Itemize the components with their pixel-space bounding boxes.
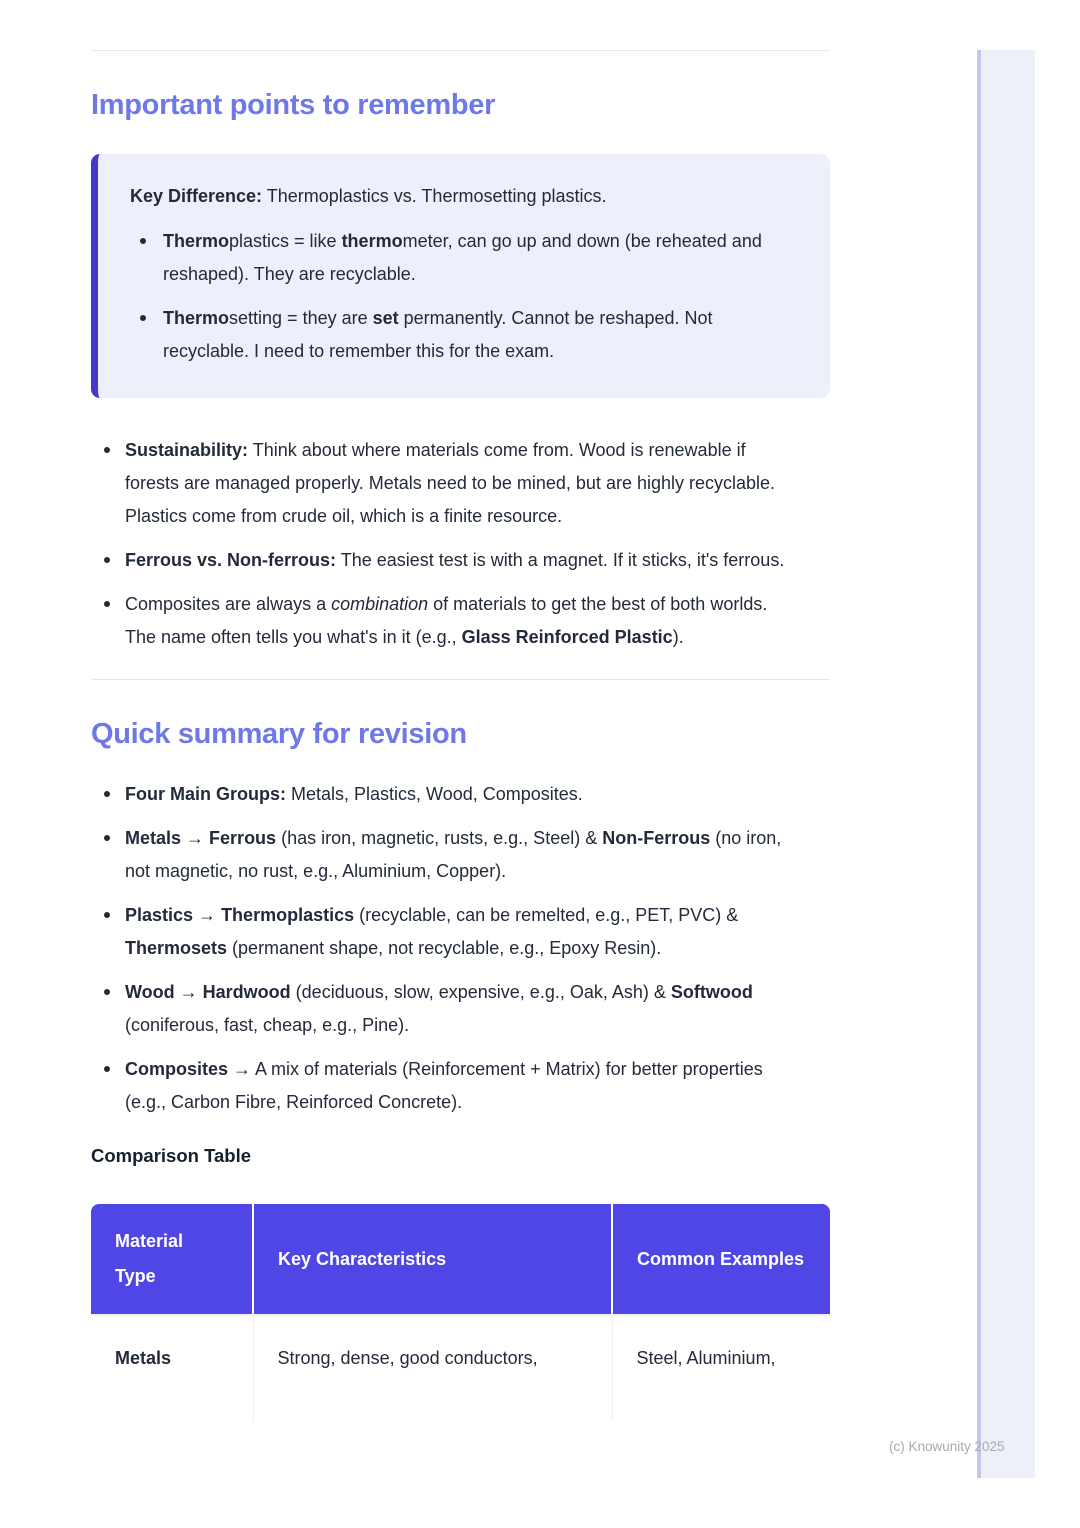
list-item: Thermosetting = they are set permanently. Cannot be reshaped. Not recyclable. I need to remember this for the exam. [130, 302, 800, 368]
list-item: Metals → Ferrous (has iron, magnetic, rusts, e.g., Steel) & Non-Ferrous (no iron, not magnetic, no rust, e.g., Aluminium, Copper). [91, 822, 791, 888]
list-item: Thermoplastics = like thermometer, can go up and down (be reheated and reshaped). They are recyclable. [130, 225, 800, 291]
key-difference-callout [91, 154, 830, 398]
important-points-list [91, 434, 791, 654]
list-item: Composites are always a combination of materials to get the best of both worlds. The name often tells you what's in it (e.g., Glass Reinforced Plastic). [91, 588, 791, 654]
table-cell-material-type: Metals [91, 1315, 253, 1421]
comparison-table-label: Comparison Table [91, 1145, 252, 1166]
table-header-material-type: Material Type [91, 1204, 253, 1315]
quick-summary-list [91, 778, 791, 1119]
table-header-row [91, 1204, 830, 1315]
list-item: Sustainability: Think about where materials come from. Wood is renewable if forests are managed properly. Metals need to be mined, but are highly recyclable. Plastics come from crude oil, which is a finite resource. [91, 434, 791, 533]
callout-intro-text: Key Difference: Thermoplastics vs. Thermosetting plastics. [130, 186, 607, 206]
list-item: Ferrous vs. Non-ferrous: The easiest test is with a magnet. If it sticks, it's ferrous. [91, 544, 791, 577]
page-content [91, 0, 830, 1421]
list-item: Wood → Hardwood (deciduous, slow, expensive, e.g., Oak, Ash) & Softwood (coniferous, fast, cheap, e.g., Pine). [91, 976, 791, 1042]
list-item: Composites → A mix of materials (Reinforcement + Matrix) for better properties (e.g., Carbon Fibre, Reinforced Concrete). [91, 1053, 791, 1119]
section-title-quick-summary: Quick summary for revision [91, 718, 467, 750]
watermark: (c) Knowunity 2025 [889, 1439, 1005, 1454]
table-cell-key-characteristics: Strong, dense, good conductors, [253, 1315, 612, 1421]
callout-bullet-list [130, 225, 800, 368]
comparison-table [91, 1204, 830, 1421]
section-title-important-points: Important points to remember [91, 89, 496, 121]
table-header-key-characteristics: Key Characteristics [253, 1204, 612, 1315]
list-item: Plastics → Thermoplastics (recyclable, can be remelted, e.g., PET, PVC) & Thermosets (permanent shape, not recyclable, e.g., Epoxy Resin). [91, 899, 791, 965]
table-row [91, 1315, 830, 1421]
table-cell-common-examples: Steel, Aluminium, [612, 1315, 830, 1421]
list-item: Four Main Groups: Metals, Plastics, Wood, Composites. [91, 778, 791, 811]
section-divider-top [91, 50, 830, 51]
table-header-common-examples: Common Examples [612, 1204, 830, 1315]
next-page-edge [977, 50, 1035, 1478]
section-divider-middle [91, 679, 830, 680]
